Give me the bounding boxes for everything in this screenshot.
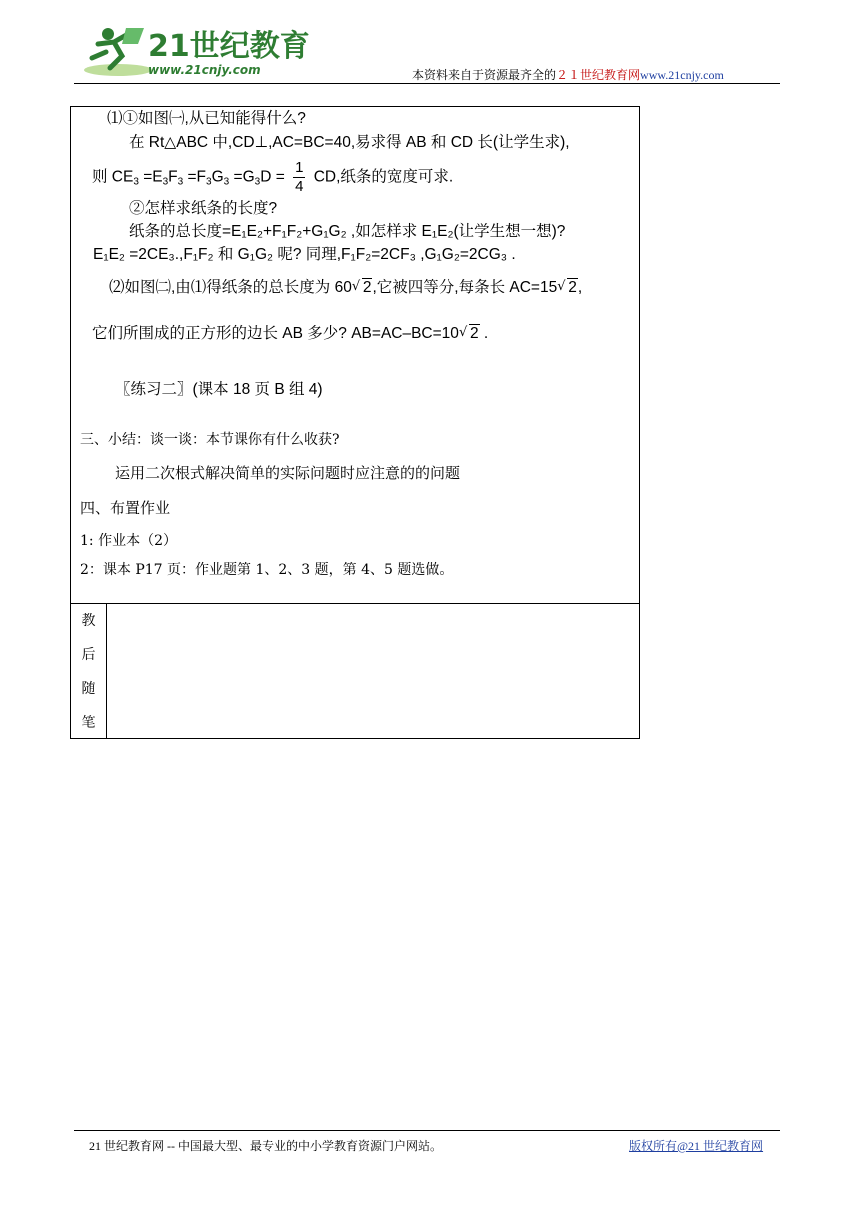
line-4: ②怎样求纸条的长度? bbox=[129, 200, 278, 217]
lesson-table bbox=[70, 106, 640, 739]
notes-label-char: 后 bbox=[81, 647, 96, 663]
site-logo bbox=[78, 22, 310, 84]
line-7: ⑵如图㈡,由⑴得纸条的总长度为 60√ 2,它被四等分,每条长 AC=15√ 2, bbox=[109, 278, 582, 298]
line-3: 则 $CE_3 =E_3F_3 =F_3G_3 =G_3D$ = $\frac{1}{4}$ CD,纸条的宽度可求. bbox=[92, 159, 454, 195]
homework-heading: 四、布置作业 bbox=[80, 499, 171, 517]
logo-url: www.21cnjy.com bbox=[148, 63, 261, 77]
homework-item-1: 1: 作业本（2） bbox=[80, 533, 177, 549]
notes-label-char: 随 bbox=[81, 681, 96, 697]
header-note bbox=[412, 66, 724, 83]
sqrt-symbol: √ 2 bbox=[353, 278, 373, 298]
line-8: 它们所围成的正方形的边长 AB 多少? AB=AC–BC=10√ 2 . bbox=[92, 324, 488, 344]
header-note-brand[interactable]: ２１世纪教育网 bbox=[556, 68, 641, 82]
homework-item-2: 2：课本 P17 页：作业题第 1、2、3 题，第 4、5 题选做。 bbox=[80, 562, 454, 578]
header-note-url[interactable]: www.21cnjy.com bbox=[640, 68, 724, 82]
sqrt-symbol: √ 2 bbox=[558, 278, 578, 298]
line-1: ⑴①如图㈠,从已知能得什么? bbox=[107, 110, 306, 127]
summary-heading: 三、小结：谈一谈：本节课你有什么收获? bbox=[80, 432, 340, 448]
header-rule bbox=[74, 83, 780, 84]
footer-rule bbox=[74, 1130, 780, 1131]
sqrt-symbol: √ 2 bbox=[460, 324, 480, 344]
line-2: 在 Rt△ABC 中,CD⊥,AC=BC=40,易求得 AB 和 CD 长(让学生求), bbox=[129, 134, 570, 151]
notes-label-char: 笔 bbox=[81, 715, 96, 731]
footer-copyright-link[interactable]: 版权所有@21 世纪教育网 bbox=[629, 1139, 764, 1153]
header-note-prefix: 本资料来自于资源最齐全的 bbox=[412, 68, 557, 82]
summary-text: 运用二次根式解决简单的实际问题时应注意的的问题 bbox=[115, 464, 461, 482]
footer-tagline: 21 世纪教育网 -- 中国最大型、最专业的中小学教育资源门户网站。 bbox=[89, 1139, 442, 1153]
line-5: 纸条的总长度=E₁E₂+F₁F₂+G₁G₂ ,如怎样求 E₁E₂(让学生想一想)? bbox=[129, 223, 566, 240]
fraction-one-quarter: $\frac{1}{4}$ bbox=[295, 159, 304, 195]
notes-label bbox=[71, 611, 106, 747]
practice-title: 〖练习二〗(课本 18 页 B 组 4) bbox=[115, 381, 323, 398]
line-6: E₁E₂ =2CE₃.,F₁F₂ 和 G₁G₂ 呢? 同理,F₁F₂=2CF₃ ,G₁G₂=2CG₃ . bbox=[93, 246, 516, 263]
notes-area[interactable] bbox=[107, 604, 639, 738]
notes-label-char: 教 bbox=[81, 613, 96, 629]
logo-text: 21世纪教育 bbox=[148, 29, 310, 64]
